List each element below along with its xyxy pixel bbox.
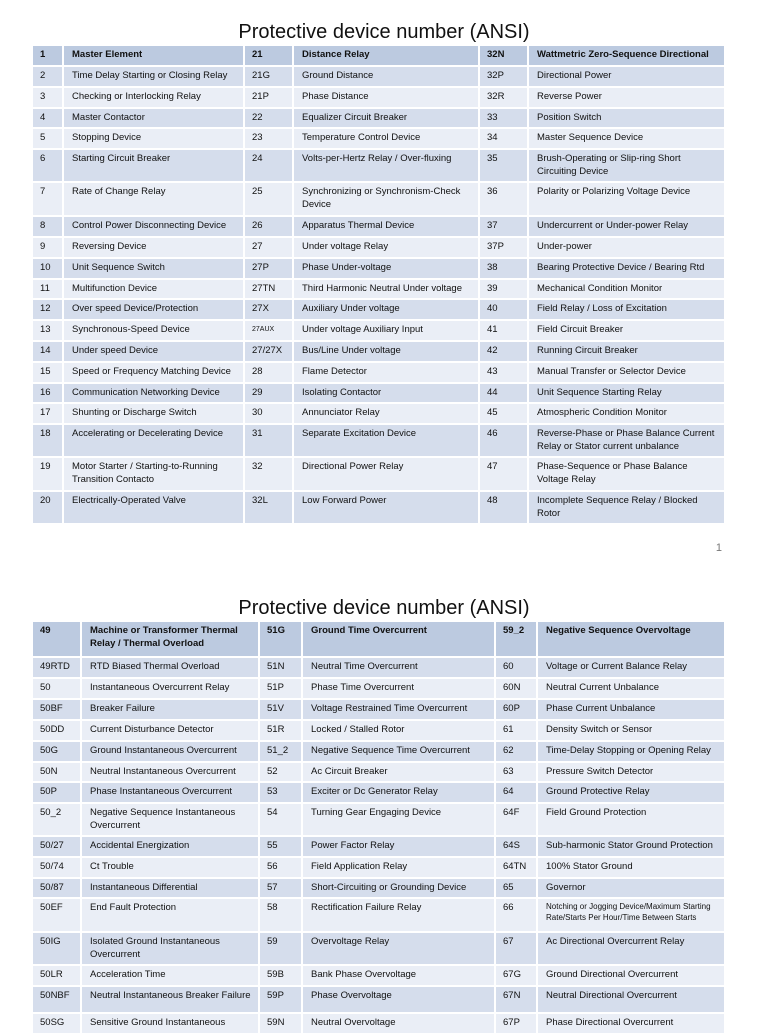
device-name: Isolated Ground Instantaneous Overcurrent — [81, 932, 259, 965]
device-code: 27P — [244, 258, 293, 279]
table-row — [33, 762, 725, 783]
device-code: 56 — [259, 857, 302, 878]
device-code: 25 — [244, 182, 293, 216]
device-code: 58 — [259, 898, 302, 932]
device-name: RTD Biased Thermal Overload — [81, 657, 259, 678]
page-title: Protective device number (ANSI) — [238, 21, 530, 43]
table-row — [33, 803, 725, 836]
device-code: 30 — [244, 403, 293, 424]
device-code: 49 — [33, 622, 81, 657]
device-name: Reverse Power — [528, 87, 725, 108]
device-name: Overvoltage Relay — [302, 932, 495, 965]
device-name: Field Application Relay — [302, 857, 495, 878]
device-name: Ac Directional Overcurrent Relay — [537, 932, 725, 965]
device-name: Rate of Change Relay — [63, 182, 244, 216]
device-code: 50 — [33, 678, 81, 699]
device-name: Time Delay Starting or Closing Relay — [63, 66, 244, 87]
device-code: 18 — [33, 424, 63, 457]
device-name: Voltage Restrained Time Overcurrent — [302, 699, 495, 720]
device-name: Instantaneous Differential — [81, 878, 259, 899]
table-row — [33, 678, 725, 699]
device-name: Equalizer Circuit Breaker — [293, 108, 479, 129]
device-code: 20 — [33, 491, 63, 524]
device-name: Phase Directional Overcurrent — [537, 1013, 725, 1034]
table-row — [33, 216, 725, 237]
device-name: Accelerating or Decelerating Device — [63, 424, 244, 457]
table-row — [33, 965, 725, 986]
device-code: 49RTD — [33, 657, 81, 678]
device-code: 38 — [479, 258, 528, 279]
device-code: 48 — [479, 491, 528, 524]
table-row — [33, 932, 725, 965]
device-name: Accidental Energization — [81, 836, 259, 857]
device-name: Synchronous-Speed Device — [63, 320, 244, 341]
device-code: 34 — [479, 128, 528, 149]
device-name: Neutral Current Unbalance — [537, 678, 725, 699]
table-row — [33, 46, 725, 66]
device-name: Under speed Device — [63, 341, 244, 362]
device-name: Undercurrent or Under-power Relay — [528, 216, 725, 237]
table-row — [33, 857, 725, 878]
device-code: 50LR — [33, 965, 81, 986]
device-name: Instantaneous Overcurrent Relay — [81, 678, 259, 699]
device-code: 67N — [495, 986, 537, 1013]
device-code: 64F — [495, 803, 537, 836]
device-name: Ground Distance — [293, 66, 479, 87]
table-row — [33, 403, 725, 424]
device-name: Mechanical Condition Monitor — [528, 279, 725, 300]
table-row — [33, 986, 725, 1013]
device-name: Starting Circuit Breaker — [63, 149, 244, 182]
device-code: 37 — [479, 216, 528, 237]
table-row — [33, 341, 725, 362]
device-name: Rectification Failure Relay — [302, 898, 495, 932]
device-code: 27AUX — [244, 320, 293, 341]
device-code: 61 — [495, 720, 537, 741]
device-code: 40 — [479, 299, 528, 320]
device-name: Running Circuit Breaker — [528, 341, 725, 362]
device-code: 27TN — [244, 279, 293, 300]
device-name: Directional Power Relay — [293, 457, 479, 491]
device-name: Sensitive Ground Instantaneous — [81, 1013, 259, 1034]
device-code: 51G — [259, 622, 302, 657]
device-code: 59B — [259, 965, 302, 986]
device-name: Electrically-Operated Valve — [63, 491, 244, 524]
device-name: Phase Distance — [293, 87, 479, 108]
table-row — [33, 782, 725, 803]
device-code: 51_2 — [259, 741, 302, 762]
device-name: Ground Time Overcurrent — [302, 622, 495, 657]
device-code: 60P — [495, 699, 537, 720]
device-name: Reversing Device — [63, 237, 244, 258]
device-code: 53 — [259, 782, 302, 803]
device-name: Negative Sequence Overvoltage — [537, 622, 725, 657]
device-name: Neutral Overvoltage — [302, 1013, 495, 1034]
table-row — [33, 279, 725, 300]
device-code: 50NBF — [33, 986, 81, 1013]
device-code: 65 — [495, 878, 537, 899]
device-name: Synchronizing or Synchronism-Check Device — [293, 182, 479, 216]
device-code: 52 — [259, 762, 302, 783]
device-code: 10 — [33, 258, 63, 279]
device-name: Phase Overvoltage — [302, 986, 495, 1013]
device-code: 50N — [33, 762, 81, 783]
device-name: Current Disturbance Detector — [81, 720, 259, 741]
device-name: 100% Stator Ground — [537, 857, 725, 878]
device-code: 64 — [495, 782, 537, 803]
device-code: 32 — [244, 457, 293, 491]
device-name: Ct Trouble — [81, 857, 259, 878]
device-name: Neutral Directional Overcurrent — [537, 986, 725, 1013]
device-name: Field Circuit Breaker — [528, 320, 725, 341]
device-name: Unit Sequence Switch — [63, 258, 244, 279]
device-code: 59N — [259, 1013, 302, 1034]
device-code: 36 — [479, 182, 528, 216]
device-name: Governor — [537, 878, 725, 899]
device-name: Neutral Instantaneous Overcurrent — [81, 762, 259, 783]
device-code: 67G — [495, 965, 537, 986]
device-code: 32N — [479, 46, 528, 66]
device-name: Master Contactor — [63, 108, 244, 129]
device-code: 66 — [495, 898, 537, 932]
device-code: 27X — [244, 299, 293, 320]
device-code: 50IG — [33, 932, 81, 965]
device-code: 14 — [33, 341, 63, 362]
table-row — [33, 878, 725, 899]
device-code: 2 — [33, 66, 63, 87]
device-code: 7 — [33, 182, 63, 216]
device-code: 50/87 — [33, 878, 81, 899]
device-name: Shunting or Discharge Switch — [63, 403, 244, 424]
device-code: 67P — [495, 1013, 537, 1034]
device-code: 50G — [33, 741, 81, 762]
device-code: 37P — [479, 237, 528, 258]
device-name: Temperature Control Device — [293, 128, 479, 149]
device-name: Brush-Operating or Slip-ring Short Circuiting Device — [528, 149, 725, 182]
table-row — [33, 383, 725, 404]
device-code: 15 — [33, 362, 63, 383]
device-code: 41 — [479, 320, 528, 341]
device-name: Bearing Protective Device / Bearing Rtd — [528, 258, 725, 279]
device-code: 28 — [244, 362, 293, 383]
table-row — [33, 657, 725, 678]
device-code: 6 — [33, 149, 63, 182]
device-name: Voltage or Current Balance Relay — [537, 657, 725, 678]
device-name: Ground Protective Relay — [537, 782, 725, 803]
table-row — [33, 699, 725, 720]
device-code: 50BF — [33, 699, 81, 720]
table-row — [33, 898, 725, 932]
device-code: 19 — [33, 457, 63, 491]
device-name: Phase-Sequence or Phase Balance Voltage Relay — [528, 457, 725, 491]
device-name: Volts-per-Hertz Relay / Over-fluxing — [293, 149, 479, 182]
device-name: Field Ground Protection — [537, 803, 725, 836]
device-code: 59 — [259, 932, 302, 965]
device-code: 67 — [495, 932, 537, 965]
device-code: 1 — [33, 46, 63, 66]
device-code: 17 — [33, 403, 63, 424]
device-name: Position Switch — [528, 108, 725, 129]
table-row — [33, 258, 725, 279]
device-name: Bus/Line Under voltage — [293, 341, 479, 362]
device-code: 51P — [259, 678, 302, 699]
device-name: Distance Relay — [293, 46, 479, 66]
device-name: Sub-harmonic Stator Ground Protection — [537, 836, 725, 857]
table-row — [33, 87, 725, 108]
device-name: Speed or Frequency Matching Device — [63, 362, 244, 383]
device-name: Polarity or Polarizing Voltage Device — [528, 182, 725, 216]
ansi-table-page-2 — [33, 622, 726, 1035]
device-code: 64TN — [495, 857, 537, 878]
device-code: 60 — [495, 657, 537, 678]
device-code: 31 — [244, 424, 293, 457]
table-row — [33, 128, 725, 149]
device-code: 57 — [259, 878, 302, 899]
table-row — [33, 320, 725, 341]
device-name: Time-Delay Stopping or Opening Relay — [537, 741, 725, 762]
device-name: Negative Sequence Time Overcurrent — [302, 741, 495, 762]
device-name: Density Switch or Sensor — [537, 720, 725, 741]
device-code: 5 — [33, 128, 63, 149]
device-name: Apparatus Thermal Device — [293, 216, 479, 237]
device-name: Acceleration Time — [81, 965, 259, 986]
device-name: Auxiliary Under voltage — [293, 299, 479, 320]
device-name: Directional Power — [528, 66, 725, 87]
device-name: Pressure Switch Detector — [537, 762, 725, 783]
table-row — [33, 149, 725, 182]
device-name: Reverse-Phase or Phase Balance Current Relay or Stator current unbalance — [528, 424, 725, 457]
device-code: 59_2 — [495, 622, 537, 657]
table-row — [33, 66, 725, 87]
device-code: 21P — [244, 87, 293, 108]
device-code: 62 — [495, 741, 537, 762]
device-code: 33 — [479, 108, 528, 129]
device-code: 32P — [479, 66, 528, 87]
device-code: 27/27X — [244, 341, 293, 362]
device-code: 50P — [33, 782, 81, 803]
device-code: 59P — [259, 986, 302, 1013]
device-name: Communication Networking Device — [63, 383, 244, 404]
device-code: 32L — [244, 491, 293, 524]
device-code: 12 — [33, 299, 63, 320]
device-code: 22 — [244, 108, 293, 129]
device-code: 55 — [259, 836, 302, 857]
device-name: Checking or Interlocking Relay — [63, 87, 244, 108]
device-name: Phase Time Overcurrent — [302, 678, 495, 699]
device-name: Exciter or Dc Generator Relay — [302, 782, 495, 803]
device-code: 51V — [259, 699, 302, 720]
device-name: Neutral Instantaneous Breaker Failure — [81, 986, 259, 1013]
device-code: 42 — [479, 341, 528, 362]
device-code: 23 — [244, 128, 293, 149]
device-name: Machine or Transformer Thermal Relay / Thermal Overload — [81, 622, 259, 657]
device-code: 64S — [495, 836, 537, 857]
device-name: Annunciator Relay — [293, 403, 479, 424]
device-code: 50/27 — [33, 836, 81, 857]
table-row — [33, 108, 725, 129]
device-name: Ground Directional Overcurrent — [537, 965, 725, 986]
device-name: Incomplete Sequence Relay / Blocked Rotor — [528, 491, 725, 524]
table-row — [33, 237, 725, 258]
device-code: 50SG — [33, 1013, 81, 1034]
device-code: 21G — [244, 66, 293, 87]
device-name: Turning Gear Engaging Device — [302, 803, 495, 836]
device-code: 51N — [259, 657, 302, 678]
device-name: Master Sequence Device — [528, 128, 725, 149]
device-name: Unit Sequence Starting Relay — [528, 383, 725, 404]
device-code: 29 — [244, 383, 293, 404]
device-code: 35 — [479, 149, 528, 182]
device-code: 24 — [244, 149, 293, 182]
device-name: Notching or Jogging Device/Maximum Starting Rate/Starts Per Hour/Time Between Starts — [537, 898, 725, 932]
device-code: 16 — [33, 383, 63, 404]
device-code: 60N — [495, 678, 537, 699]
device-name: Separate Excitation Device — [293, 424, 479, 457]
device-code: 45 — [479, 403, 528, 424]
device-name: Control Power Disconnecting Device — [63, 216, 244, 237]
device-name: Under voltage Relay — [293, 237, 479, 258]
device-name: Power Factor Relay — [302, 836, 495, 857]
device-code: 3 — [33, 87, 63, 108]
device-code: 11 — [33, 279, 63, 300]
device-code: 63 — [495, 762, 537, 783]
device-name: Motor Starter / Starting-to-Running Transition Contacto — [63, 457, 244, 491]
device-code: 46 — [479, 424, 528, 457]
device-name: Phase Instantaneous Overcurrent — [81, 782, 259, 803]
device-name: Atmospheric Condition Monitor — [528, 403, 725, 424]
device-code: 13 — [33, 320, 63, 341]
device-code: 43 — [479, 362, 528, 383]
device-code: 32R — [479, 87, 528, 108]
device-code: 51R — [259, 720, 302, 741]
table-row — [33, 299, 725, 320]
device-code: 50_2 — [33, 803, 81, 836]
table-row — [33, 424, 725, 457]
device-code: 47 — [479, 457, 528, 491]
table-row — [33, 362, 725, 383]
device-name: Breaker Failure — [81, 699, 259, 720]
device-code: 8 — [33, 216, 63, 237]
device-name: Under voltage Auxiliary Input — [293, 320, 479, 341]
device-name: Flame Detector — [293, 362, 479, 383]
table-row — [33, 491, 725, 524]
device-code: 4 — [33, 108, 63, 129]
table-row — [33, 741, 725, 762]
device-name: Field Relay / Loss of Excitation — [528, 299, 725, 320]
device-name: Third Harmonic Neutral Under voltage — [293, 279, 479, 300]
device-code: 44 — [479, 383, 528, 404]
device-code: 9 — [33, 237, 63, 258]
device-code: 26 — [244, 216, 293, 237]
device-name: Manual Transfer or Selector Device — [528, 362, 725, 383]
device-name: End Fault Protection — [81, 898, 259, 932]
table-row — [33, 720, 725, 741]
device-name: Short-Circuiting or Grounding Device — [302, 878, 495, 899]
device-name: Phase Under-voltage — [293, 258, 479, 279]
table-row — [33, 836, 725, 857]
device-code: 27 — [244, 237, 293, 258]
device-name: Negative Sequence Instantaneous Overcurrent — [81, 803, 259, 836]
device-code: 50/74 — [33, 857, 81, 878]
device-name: Phase Current Unbalance — [537, 699, 725, 720]
device-name: Master Element — [63, 46, 244, 66]
device-name: Bank Phase Overvoltage — [302, 965, 495, 986]
device-code: 50EF — [33, 898, 81, 932]
device-name: Under-power — [528, 237, 725, 258]
device-name: Stopping Device — [63, 128, 244, 149]
device-code: 21 — [244, 46, 293, 66]
table-row — [33, 457, 725, 491]
device-code: 50DD — [33, 720, 81, 741]
device-name: Ground Instantaneous Overcurrent — [81, 741, 259, 762]
page-number: 1 — [715, 542, 722, 554]
device-name: Low Forward Power — [293, 491, 479, 524]
table-row — [33, 622, 725, 657]
page-title: Protective device number (ANSI) — [238, 597, 530, 619]
device-name: Neutral Time Overcurrent — [302, 657, 495, 678]
table-row — [33, 1013, 725, 1034]
device-name: Multifunction Device — [63, 279, 244, 300]
device-name: Wattmetric Zero-Sequence Directional — [528, 46, 725, 66]
device-name: Over speed Device/Protection — [63, 299, 244, 320]
device-name: Locked / Stalled Rotor — [302, 720, 495, 741]
device-name: Ac Circuit Breaker — [302, 762, 495, 783]
device-name: Isolating Contactor — [293, 383, 479, 404]
table-row — [33, 182, 725, 216]
device-code: 54 — [259, 803, 302, 836]
ansi-table-page-1 — [33, 46, 726, 525]
device-code: 39 — [479, 279, 528, 300]
